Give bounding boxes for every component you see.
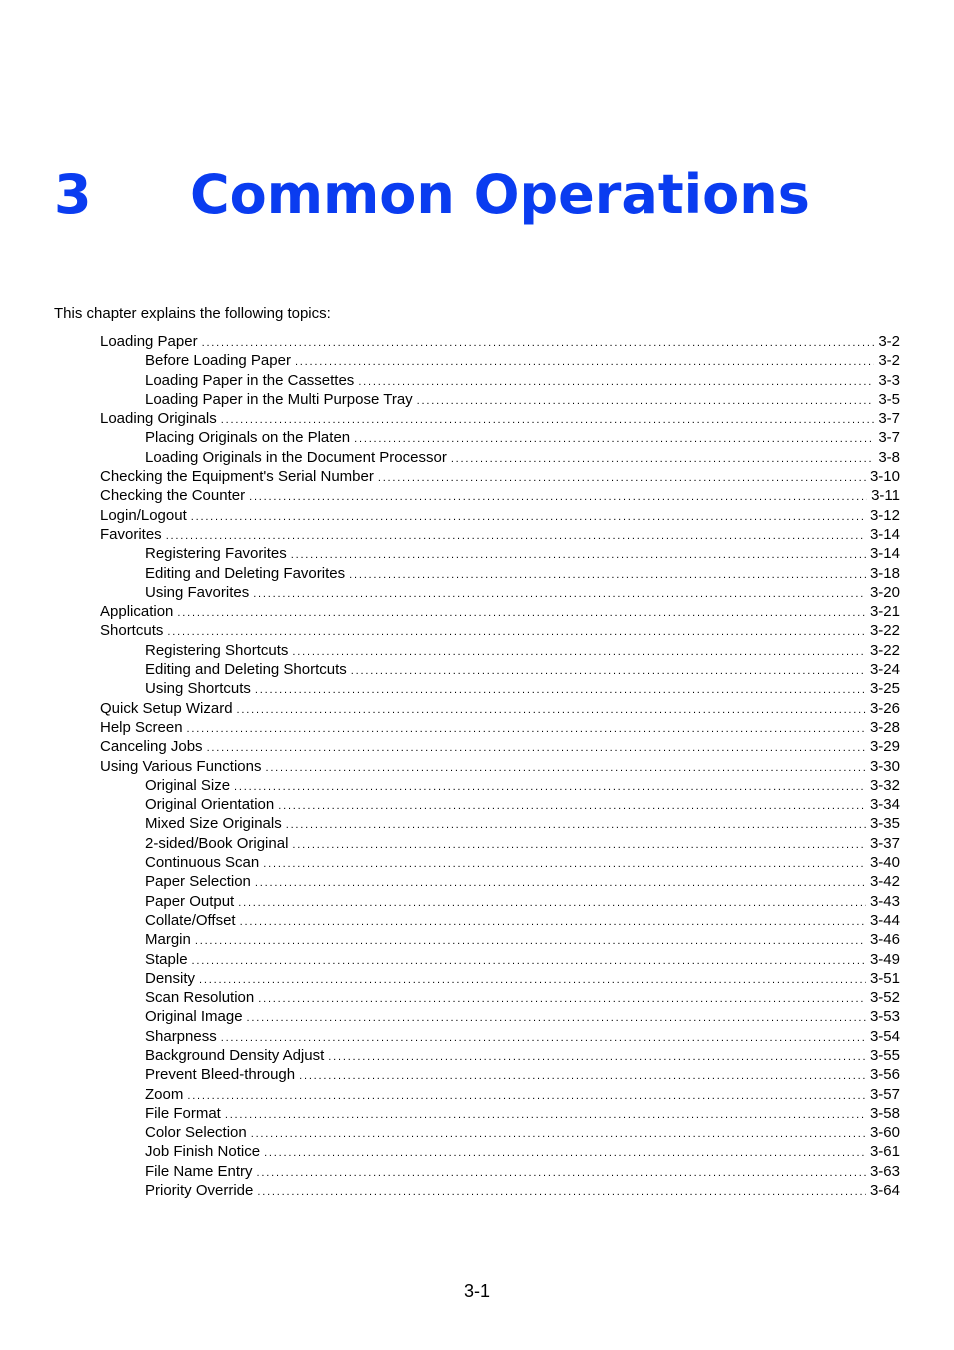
dot-leader	[207, 739, 866, 758]
toc-entry-page: 3-51	[869, 969, 900, 987]
dot-leader	[295, 353, 874, 372]
toc-entry[interactable]	[100, 525, 900, 544]
toc-entry-label: Loading Paper	[100, 333, 198, 350]
toc-entry-page: 3-7	[878, 410, 900, 428]
toc-entry[interactable]	[100, 583, 900, 602]
toc-entry-label: Shortcuts	[100, 622, 164, 640]
toc-entry[interactable]	[100, 448, 900, 467]
dot-leader	[265, 759, 866, 778]
dot-leader	[263, 855, 866, 874]
toc-entry[interactable]	[100, 892, 900, 911]
toc-entry-page: 3-2	[878, 352, 900, 370]
toc-entry-label: File Format	[145, 1104, 221, 1122]
toc-entry[interactable]	[100, 718, 900, 737]
toc-entry-page: 3-3	[878, 371, 900, 389]
toc-entry[interactable]	[100, 930, 900, 949]
toc-entry[interactable]	[100, 853, 900, 872]
dot-leader	[195, 932, 866, 951]
toc-entry-page: 3-56	[869, 1066, 900, 1084]
dot-leader	[234, 778, 866, 797]
toc-entry-label: Editing and Deleting Favorites	[145, 564, 346, 582]
toc-entry-page: 3-60	[869, 1124, 900, 1142]
toc-entry-page: 3-63	[869, 1162, 900, 1180]
dot-leader	[167, 623, 866, 642]
dot-leader	[221, 411, 875, 430]
dot-leader	[258, 990, 866, 1009]
dot-leader	[187, 1087, 866, 1106]
toc-entry-page: 3-64	[869, 1182, 900, 1200]
toc-entry[interactable]	[100, 969, 900, 988]
toc-entry-label: Loading Paper in the Multi Purpose Tray	[145, 390, 413, 408]
toc-entry-page: 3-22	[869, 641, 900, 659]
toc-entry[interactable]	[100, 834, 900, 853]
dot-leader	[378, 469, 866, 488]
toc-entry-label: Application	[100, 603, 174, 621]
dot-leader	[291, 546, 866, 565]
toc-entry[interactable]	[100, 737, 900, 756]
dot-leader	[247, 1009, 866, 1028]
toc-entry-label: Using Shortcuts	[145, 680, 251, 698]
toc-entry[interactable]	[100, 1085, 900, 1104]
toc-entry-page: 3-49	[869, 950, 900, 968]
dot-leader	[255, 874, 866, 893]
toc-entry[interactable]	[100, 467, 900, 486]
dot-leader	[251, 1125, 866, 1144]
toc-entry-page: 3-28	[869, 718, 900, 736]
toc-entry-label: Margin	[145, 931, 191, 949]
toc-entry-label: Using Favorites	[145, 583, 250, 601]
toc-entry[interactable]	[100, 1142, 900, 1161]
toc-entry-page: 3-44	[869, 911, 900, 929]
toc-entry-page: 3-25	[869, 680, 900, 698]
page-number: 3-1	[463, 1281, 490, 1301]
toc-entry-label: File Name Entry	[145, 1162, 253, 1180]
dot-leader	[286, 816, 866, 835]
toc-entry[interactable]	[100, 351, 900, 370]
dot-leader	[417, 392, 875, 411]
toc-entry-page: 3-52	[869, 989, 900, 1007]
toc-entry[interactable]	[100, 1123, 900, 1142]
toc-entry-label: Zoom	[145, 1085, 184, 1103]
dot-leader	[257, 1164, 866, 1183]
dot-leader	[255, 681, 866, 700]
dot-leader	[166, 527, 866, 546]
toc-entry-label: 2-sided/Book Original	[145, 834, 289, 852]
toc-entry[interactable]	[100, 1046, 900, 1065]
toc-entry-page: 3-34	[869, 796, 900, 814]
toc-entry[interactable]	[100, 911, 900, 930]
toc-entry-page: 3-53	[869, 1008, 900, 1026]
dot-leader	[192, 952, 866, 971]
dot-leader	[451, 450, 874, 469]
toc-entry-page: 3-54	[869, 1027, 900, 1045]
toc-entry-label: Priority Override	[145, 1182, 254, 1200]
dot-leader	[264, 1144, 866, 1163]
toc-entry-page: 3-26	[869, 699, 900, 717]
toc-entry[interactable]	[100, 1162, 900, 1181]
dot-leader	[349, 566, 866, 585]
toc-entry-page: 3-37	[869, 834, 900, 852]
toc-entry[interactable]	[100, 564, 900, 583]
toc-entry-label: Placing Originals on the Platen	[145, 429, 351, 447]
toc-entry-page: 3-57	[869, 1085, 900, 1103]
chapter-number: 3	[54, 163, 92, 226]
toc-entry-label: Scan Resolution	[145, 989, 255, 1007]
toc-entry[interactable]	[100, 988, 900, 1007]
toc-entry-page: 3-46	[869, 931, 900, 949]
chapter-title: Common Operations	[190, 163, 810, 226]
toc-entry-label: Sharpness	[145, 1027, 217, 1045]
toc-entry-page: 3-22	[869, 622, 900, 640]
toc-entry[interactable]	[100, 814, 900, 833]
toc-entry[interactable]	[100, 1065, 900, 1084]
toc-entry-label: Original Image	[145, 1008, 243, 1026]
toc-entry-label: Job Finish Notice	[145, 1143, 261, 1161]
dot-leader	[238, 894, 866, 913]
toc-entry-page: 3-11	[871, 487, 900, 505]
toc-entry[interactable]	[100, 602, 900, 621]
toc-entry-label: Background Density Adjust	[145, 1046, 325, 1064]
toc-entry-label: Original Orientation	[145, 796, 275, 814]
toc-entry[interactable]	[100, 332, 900, 351]
toc-entry-label: Loading Paper in the Cassettes	[145, 371, 355, 389]
toc-entry[interactable]	[100, 757, 900, 776]
toc-entry[interactable]	[100, 1104, 900, 1123]
toc-entry[interactable]	[100, 544, 900, 563]
toc-entry-page: 3-12	[869, 506, 900, 524]
toc-entry-label: Registering Shortcuts	[145, 641, 289, 659]
toc-entry[interactable]	[100, 621, 900, 640]
dot-leader	[292, 643, 866, 662]
toc-entry-page: 3-55	[869, 1046, 900, 1064]
toc-entry-label: Mixed Size Originals	[145, 815, 282, 833]
dot-leader	[191, 508, 866, 527]
dot-leader	[328, 1048, 866, 1067]
dot-leader	[278, 797, 866, 816]
toc-entry-label: Color Selection	[145, 1124, 247, 1142]
toc-entry-label: Staple	[145, 950, 188, 968]
toc-entry-page: 3-21	[869, 603, 900, 621]
dot-leader	[292, 836, 866, 855]
toc-entry-page: 3-14	[869, 525, 900, 543]
dot-leader	[221, 1029, 866, 1048]
dot-leader	[249, 488, 867, 507]
dot-leader	[257, 1183, 866, 1202]
dot-leader	[237, 701, 866, 720]
toc-entry-label: Quick Setup Wizard	[100, 699, 233, 717]
toc-entry[interactable]	[100, 428, 900, 447]
dot-leader	[187, 720, 866, 739]
toc-entry-page: 3-30	[869, 757, 900, 775]
toc-entry-label: Help Screen	[100, 718, 183, 736]
toc-entry[interactable]	[100, 1007, 900, 1026]
toc-entry[interactable]	[100, 409, 900, 428]
toc-entry[interactable]	[100, 1181, 900, 1200]
dot-leader	[253, 585, 866, 604]
toc-entry-page: 3-20	[869, 583, 900, 601]
toc-entry-page: 3-58	[869, 1104, 900, 1122]
toc-entry-page: 3-5	[878, 390, 900, 408]
toc-entry-page: 3-7	[878, 429, 900, 447]
toc-entry-label: Continuous Scan	[145, 854, 260, 872]
toc-entry-page: 3-18	[869, 564, 900, 582]
toc-entry-page: 3-42	[869, 873, 900, 891]
toc-entry-page: 3-32	[869, 776, 900, 794]
toc-entry[interactable]	[100, 795, 900, 814]
toc-entry-label: Loading Originals	[100, 410, 217, 428]
toc-entry-label: Editing and Deleting Shortcuts	[145, 661, 347, 679]
toc-entry-label: Login/Logout	[100, 506, 187, 524]
toc-entry-page: 3-61	[869, 1143, 900, 1161]
toc-entry-label: Checking the Equipment's Serial Number	[100, 468, 374, 486]
toc-entry-label: Canceling Jobs	[100, 738, 203, 756]
dot-leader	[225, 1106, 866, 1125]
toc-entry-label: Registering Favorites	[145, 545, 287, 563]
toc-entry-label: Checking the Counter	[100, 487, 246, 505]
dot-leader	[351, 662, 866, 681]
toc-entry[interactable]	[100, 872, 900, 891]
toc-entry-page: 3-8	[878, 448, 900, 466]
toc-entry-label: Collate/Offset	[145, 911, 236, 929]
toc-entry[interactable]	[100, 390, 900, 409]
toc-entry[interactable]	[100, 486, 900, 505]
toc-entry-label: Original Size	[145, 776, 231, 794]
toc-entry-page: 3-10	[869, 468, 900, 486]
dot-leader	[354, 430, 874, 449]
toc-entry-page: 3-40	[869, 854, 900, 872]
dot-leader	[202, 334, 875, 353]
toc-entry[interactable]	[100, 660, 900, 679]
toc-entry-page: 3-43	[869, 892, 900, 910]
toc-entry-label: Paper Output	[145, 892, 235, 910]
toc-entry-page: 3-2	[878, 333, 900, 350]
toc-entry-label: Using Various Functions	[100, 757, 262, 775]
dot-leader	[358, 373, 874, 392]
toc-entry[interactable]	[100, 776, 900, 795]
toc-entry-page: 3-35	[869, 815, 900, 833]
toc-entry[interactable]	[100, 950, 900, 969]
toc-entry[interactable]	[100, 699, 900, 718]
toc-entry-label: Paper Selection	[145, 873, 251, 891]
toc-entry-label: Loading Originals in the Document Processor	[145, 448, 447, 466]
dot-leader	[199, 971, 866, 990]
toc-entry[interactable]	[100, 1027, 900, 1046]
toc-entry-label: Prevent Bleed-through	[145, 1066, 296, 1084]
dot-leader	[240, 913, 866, 932]
toc-entry-label: Favorites	[100, 525, 162, 543]
table-of-contents	[100, 332, 900, 1200]
toc-entry-page: 3-29	[869, 738, 900, 756]
toc-entry[interactable]	[100, 679, 900, 698]
dot-leader	[177, 604, 866, 623]
toc-entry-label: Before Loading Paper	[145, 352, 291, 370]
toc-entry[interactable]	[100, 371, 900, 390]
toc-entry[interactable]	[100, 641, 900, 660]
dot-leader	[299, 1067, 866, 1086]
toc-entry-label: Density	[145, 969, 196, 987]
toc-entry-page: 3-24	[869, 661, 900, 679]
toc-entry-page: 3-14	[869, 545, 900, 563]
intro-text: This chapter explains the following topics:	[54, 305, 331, 322]
toc-entry[interactable]	[100, 506, 900, 525]
